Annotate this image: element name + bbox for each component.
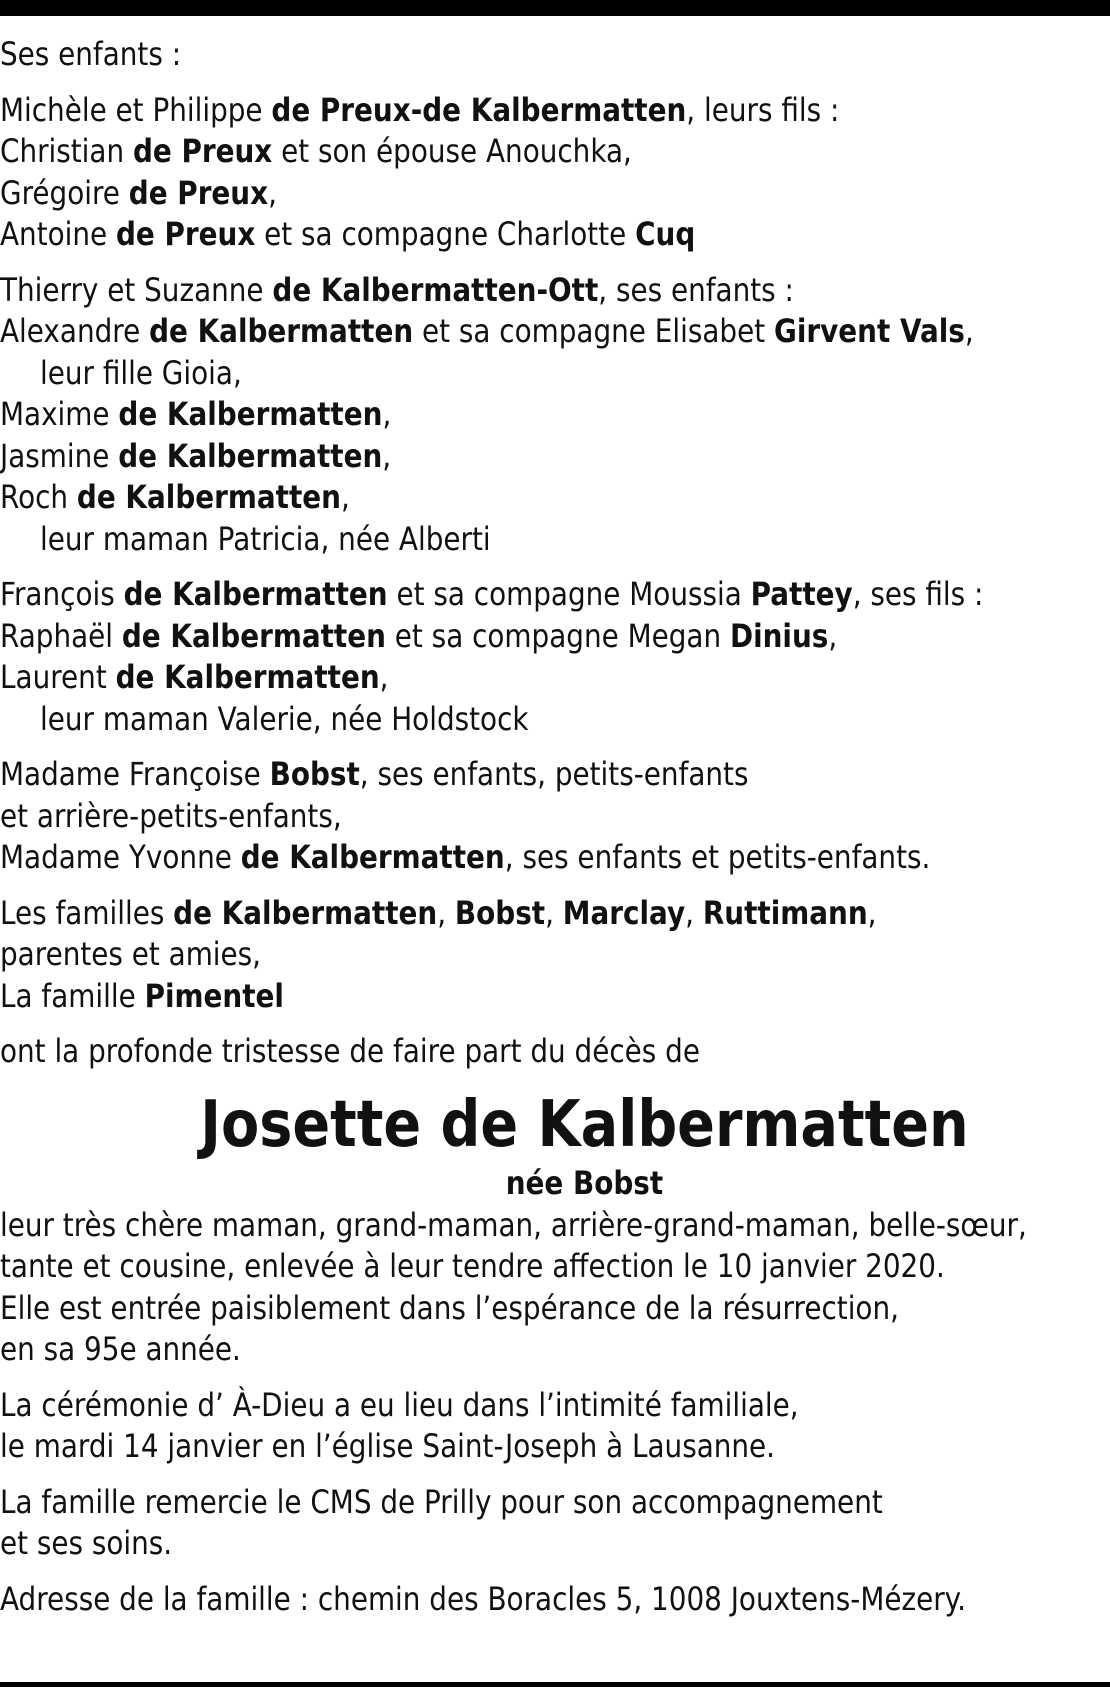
given-names: Jasmine [0, 436, 119, 475]
relation-text: , leurs fils : [686, 90, 840, 129]
family-line [0, 976, 964, 1018]
given-names: Roch [0, 478, 77, 516]
thanks-line: et ses soins. [0, 1524, 173, 1562]
deceased-name: Josette de Kalbermatten [200, 1087, 969, 1162]
surname: de Kalbermatten [115, 658, 380, 696]
tribute-line: tante et cousine, enlevée à leur tendre affection le 10 janvier 2020. [0, 1247, 945, 1285]
relation-text: , [268, 173, 277, 212]
surname: de Preux [128, 173, 269, 212]
separator: , [437, 893, 455, 932]
surname: de Preux [132, 132, 273, 170]
given-names: François [0, 575, 124, 613]
announcement-text: ont la profonde tristesse de faire part du décès de [0, 1032, 700, 1070]
deceased-birth-name: née Bobst [505, 1163, 664, 1202]
family-group-de-preux [0, 90, 1108, 256]
surname: de Kalbermatten [149, 312, 414, 350]
surname: Bobst [454, 893, 546, 932]
family-group-francois [0, 574, 1108, 740]
relation-text: , ses enfants et petits-enfants. [504, 838, 931, 876]
relation-text: et sa compagne Megan [385, 616, 730, 655]
given-names: Antoine [0, 215, 116, 253]
surname: Dinius [729, 616, 829, 655]
surname: de Kalbermatten [118, 395, 383, 433]
death-notice [0, 34, 1108, 1620]
given-names: Thierry et Suzanne [0, 270, 273, 309]
children-heading: Ses enfants : [0, 35, 182, 73]
given-names: Raphaël [0, 616, 122, 655]
family-address: Adresse de la famille : chemin des Boracles 5, 1008 Jouxtens-Mézery. [0, 1579, 967, 1618]
relation-text: , ses enfants, petits-enfants [359, 755, 749, 793]
ceremony-line: le mardi 14 janvier en l’église Saint-Joseph à Lausanne. [0, 1427, 776, 1465]
top-border-rule [0, 0, 1110, 16]
family-line-indented: leur maman Patricia, née Alberti [40, 519, 491, 558]
relation-text: et sa compagne Elisabet [413, 312, 774, 350]
given-names: Madame Yvonne [0, 838, 241, 876]
surname: de Kalbermatten [240, 838, 505, 876]
family-line [0, 477, 964, 519]
given-names: La famille [0, 976, 145, 1015]
ceremony-paragraph [0, 1385, 1108, 1468]
relation-text: , [382, 395, 392, 433]
surname: Bobst [269, 755, 360, 793]
surname: de Kalbermatten [173, 893, 438, 932]
family-line [0, 893, 964, 935]
given-names: Laurent [0, 658, 116, 696]
family-line [0, 657, 964, 699]
tribute-line: en sa 95e année. [0, 1330, 241, 1368]
surname: de Kalbermatten [118, 436, 383, 475]
family-line [0, 436, 964, 478]
thanks-paragraph [0, 1482, 1108, 1565]
family-line [0, 214, 964, 256]
ceremony-line: La cérémonie d’ À-Dieu a eu lieu dans l’intimité familiale, [0, 1385, 799, 1424]
relation-text: , [340, 478, 350, 516]
family-line [0, 394, 964, 436]
family-line-indented: leur fille Gioia, [40, 353, 242, 392]
family-line [0, 574, 984, 616]
family-group-de-kalbermatten-ott [0, 270, 1108, 561]
separator: , [685, 893, 703, 932]
separator: , [867, 893, 877, 932]
relation-text: , [382, 436, 392, 475]
surname: Marclay [562, 893, 686, 932]
relation-text: , [964, 312, 974, 350]
surname: de Preux-de Kalbermatten [271, 90, 687, 129]
surname: Cuq [635, 215, 696, 253]
given-names: Les familles [0, 893, 174, 932]
family-line [0, 616, 964, 658]
surname: Pattey [750, 575, 853, 613]
relation-text: , [379, 658, 389, 696]
family-line [0, 131, 964, 173]
relation-text: , ses enfants : [598, 270, 794, 309]
surname: de Preux [115, 215, 256, 253]
given-names: Alexandre [0, 312, 150, 350]
surname: de Kalbermatten [121, 616, 386, 655]
relation-text: et sa compagne Moussia [387, 575, 751, 613]
family-line [0, 837, 964, 879]
surname: Ruttimann [702, 893, 868, 932]
family-line: parentes et amies, [0, 935, 262, 973]
given-names: Christian [0, 132, 133, 170]
relation-text: et son épouse Anouchka, [272, 132, 632, 170]
bottom-border-rule [0, 1682, 1110, 1687]
given-names: Maxime [0, 395, 119, 433]
family-group-other-families [0, 893, 1108, 1018]
relation-text: et sa compagne Charlotte [255, 215, 636, 253]
thanks-line: La famille remercie le CMS de Prilly pour son accompagnement [0, 1482, 883, 1521]
family-line [0, 90, 964, 132]
relation-text: , [828, 616, 838, 655]
given-names: Grégoire [0, 173, 129, 212]
tribute-line: Elle est entrée paisiblement dans l’espérance de la résurrection, [0, 1288, 899, 1327]
surname: de Kalbermatten-Ott [272, 270, 599, 309]
given-names: Madame Françoise [0, 755, 270, 793]
relation-text: , ses fils : [852, 575, 984, 613]
family-group-madames [0, 754, 1108, 879]
family-line-indented: leur maman Valerie, née Holdstock [40, 699, 529, 738]
surname: Pimentel [144, 976, 284, 1015]
family-line [0, 173, 964, 215]
family-line: et arrière-petits-enfants, [0, 796, 342, 835]
family-line [0, 754, 964, 796]
family-line [0, 311, 974, 353]
tribute-line: leur très chère maman, grand-maman, arrière-grand-maman, belle-sœur, [0, 1205, 1027, 1244]
family-line [0, 270, 964, 312]
surname: Girvent Vals [773, 312, 965, 350]
given-names: Michèle et Philippe [0, 90, 272, 129]
surname: de Kalbermatten [123, 575, 388, 613]
tribute-paragraph [0, 1205, 1108, 1371]
surname: de Kalbermatten [76, 478, 341, 516]
separator: , [545, 893, 563, 932]
